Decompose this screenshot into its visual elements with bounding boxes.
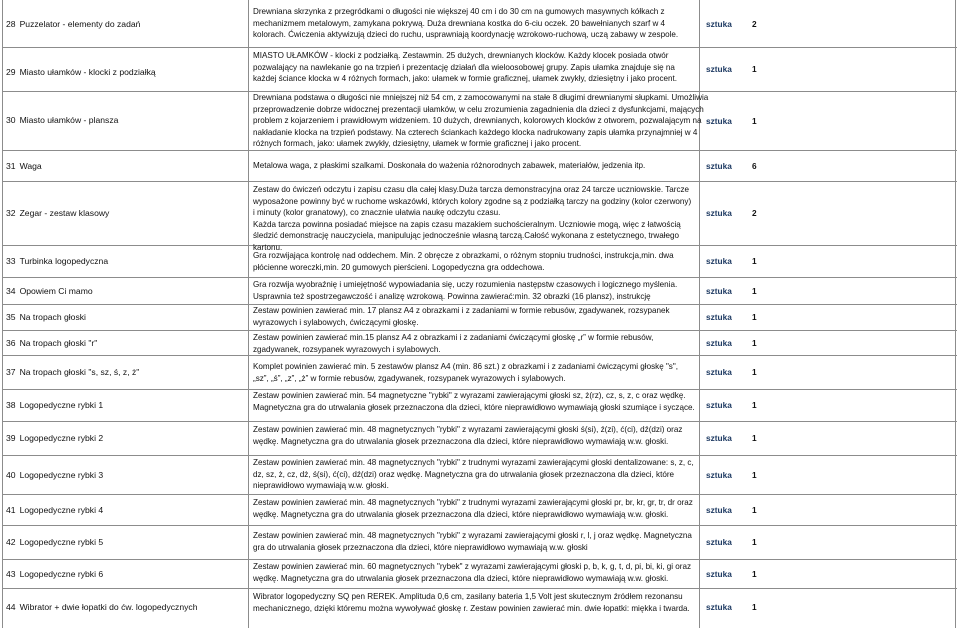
row-unit: sztuka xyxy=(706,602,732,612)
row-name: Logopedyczne rybki 3 xyxy=(19,469,104,480)
row-name-cell xyxy=(6,100,244,140)
row-quantity: 1 xyxy=(752,285,757,296)
row-name: Turbinka logopedyczna xyxy=(19,256,109,266)
row-unit: sztuka xyxy=(706,504,732,515)
row-number: 37 xyxy=(6,367,16,377)
row-number: 33 xyxy=(6,256,16,266)
row-unit: sztuka xyxy=(706,64,732,74)
row-quantity: 1 xyxy=(752,337,757,348)
row-unit: sztuka xyxy=(706,285,732,296)
row-description: Wibrator logopedyczny SQ pen REREK. Amplituda 0,6 cm, zasilany bateria 1,5 Volt jest skutecznym źródłem rezonansu mechanicznego, dzięki któremu można wywoływać głoskę r. Zestaw powinien zawierać min. dwie łopatki: miękka i twarda. xyxy=(253,592,690,613)
row-quantity: 2 xyxy=(752,208,757,218)
row-name-cell xyxy=(6,559,244,588)
row-unit: sztuka xyxy=(706,367,732,377)
row-unit: sztuka xyxy=(706,312,732,322)
row-number: 41 xyxy=(6,504,16,515)
row-quantity: 1 xyxy=(752,602,757,612)
row-name: Waga xyxy=(19,160,42,171)
row-name-cell xyxy=(6,304,244,330)
row-name: Zegar - zestaw klasowy xyxy=(19,208,110,218)
row-name-cell xyxy=(6,150,244,181)
row-unit: sztuka xyxy=(706,469,732,480)
row-name: Logopedyczne rybki 1 xyxy=(19,400,104,410)
row-name-cell xyxy=(6,592,244,622)
row-name-cell xyxy=(6,50,244,93)
row-description: Zestaw powinien zawierać min. 48 magnetycznych "rybki" z trudnymi wyrazami zawierającymi głoski pr, br, kr, gr, tr, dr oraz wędkę. Magnetyczna gra do utrwalania głosek przeznaczona dla dzieci, które nieprawidłowo wymawiają w.w. głoski. xyxy=(253,498,693,519)
row-unit: sztuka xyxy=(706,160,732,171)
row-description: Zestaw powinien zawierać min. 54 magnetyczne "rybki" z wyrazami zawierającymi głoski sz, ż(rz), cz, s, z, c oraz wędkę. Magnetyczna gra do utrwalania głosek przeznaczona dla dzieci, które nieprawidłowo wymawiają głoski szumiące i syczące. xyxy=(253,391,695,412)
row-name-cell xyxy=(6,421,244,455)
row-number: 40 xyxy=(6,469,16,480)
row-name: Logopedyczne rybki 6 xyxy=(19,568,104,579)
row-name-cell xyxy=(6,494,244,525)
row-number: 30 xyxy=(6,115,16,125)
row-description: Zestaw powinien zawierać min. 48 magnetycznych "rybki" z wyrazami zawierającymi głoski r, l, j oraz wędkę. Magnetyczna gra do utrwalania głosek przeznaczona dla dzieci, które nieprawidłowo wymawiają w.w. głoski xyxy=(253,531,692,552)
row-name: Logopedyczne rybki 2 xyxy=(19,433,104,443)
row-name-cell xyxy=(6,245,244,277)
row-description: Zestaw powinien zawierać min. 48 magnetycznych "rybki" z wyrazami zawierającymi głoski ś(si), ź(zi), ć(ci), dź(dzi) oraz wędkę. Magnetyczna gra do utrwalania głosek przeznaczona dla dzieci, które nieprawidłowo wymawiają w.w. głoski. xyxy=(253,425,683,446)
row-description: MIASTO UŁAMKÓW - klocki z podziałką. Zestawmin. 25 dużych, drewnianych klocków. Każdy klocek posiada otwór pozwalający na nawlekanie go na trzpień i prezentację działań dla wieloosobowej grupy. Zapis ułamka znajduje się na każdej ściance klocka w 4 różnych formach, jako: ułamek w formie graficznej, ułamek zwykły, dziesiętny i jako procent. xyxy=(253,51,678,84)
row-name-cell xyxy=(6,355,244,389)
row-name-cell xyxy=(6,389,244,421)
row-name-cell xyxy=(6,330,244,355)
row-description: Gra rozwijająca kontrolę nad oddechem. Min. 2 obręcze z obrazkami, o różnym stopniu trudności, instrukcja,min. dwa płócienne woreczki,min. 20 gumowych pierścieni. Logopedyczna gra oddechowa. xyxy=(253,251,674,272)
row-quantity: 1 xyxy=(752,64,757,74)
row-quantity: 1 xyxy=(752,367,757,377)
row-number: 28 xyxy=(6,18,16,29)
row-unit: sztuka xyxy=(706,537,732,547)
row-name-cell xyxy=(6,277,244,304)
row-unit: sztuka xyxy=(706,337,732,348)
row-unit: sztuka xyxy=(706,208,732,218)
row-name: Logopedyczne rybki 5 xyxy=(19,537,104,547)
row-description: Gra rozwija wyobraźnię i umiejętność wypowiadania się, uczy rozumienia następstw czasowych i logicznego myślenia. Usprawnia też spostrzegawczość i analizę wzrokową. Powinna zawierać:min. 32 obrazki (16 plansz), instrukcję xyxy=(253,280,678,301)
row-unit: sztuka xyxy=(706,433,732,443)
row-number: 32 xyxy=(6,208,16,218)
row-unit: sztuka xyxy=(706,400,732,410)
row-description: Metalowa waga, z płaskimi szalkami. Doskonała do ważenia różnorodnych zabawek, materiałów, jedzenia itp. xyxy=(253,161,646,170)
row-name: Na tropach głoski "s, sz, ś, z, ż" xyxy=(19,367,140,377)
row-unit: sztuka xyxy=(706,256,732,266)
row-unit: sztuka xyxy=(706,115,732,126)
row-name-cell xyxy=(6,181,244,245)
row-quantity: 6 xyxy=(752,160,757,171)
row-unit: sztuka xyxy=(706,568,732,579)
row-description: Zestaw powinien zawierać min.15 plansz A4 z obrazkami i z zadaniami ćwiczącymi głoskę „r” w formie rebusów, zgadywanek, rozsypanek wyrazowych i sylabowych. xyxy=(253,333,654,354)
row-description: Zestaw do ćwiczeń odczytu i zapisu czasu dla całej klasy.Duża tarcza demonstracyjna oraz 24 tarcze uczniowskie. Tarcze wyposażone powinny być w ruchome wskazówki, których kolory zgodne są z podziałką tarczy na godziny (kolor czerwony) i minuty (kolor granatowy), co znacznie ułatwia naukę odczytu czasu. Każda tarcza powinna posiadać miejsce na zapis czasu mazakiem suchościeralnym. Uczniowie mogą, więc z łatwością śledzić demonstrację nauczyciela, manipulując jednocześnie własną tarczą.Całość wykonana z estetycznego, trwałego kartonu. xyxy=(253,185,692,252)
row-name: Miasto ułamków - klocki z podziałką xyxy=(19,66,156,77)
row-quantity: 1 xyxy=(752,433,757,443)
row-number: 35 xyxy=(6,312,16,322)
row-name: Na tropach głoski xyxy=(19,312,86,322)
row-name-cell xyxy=(6,455,244,494)
row-name: Puzzelator - elementy do zadań xyxy=(19,18,141,29)
row-description: Drewniana podstawa o długości nie mniejszej niż 54 cm, z zamocowanymi na stałe 8 długimi drewnianymi słupkami. Umożliwia przeprowadzenie dobrze widocznej prezentacji ułamków, w celu zrozumienia zagadnienia dla dzieci z dysfunkcjami, mających problem z kojarzeniem i prawidłowym widzeniem. 10 dużych, drewnianych, kolorowych klocków z otworem, pozwalającym na nakładanie klocka na trzpień podstawy. Na czterech ściankach każdego klocka nadrukowany zapis ułamka przynajmniej w 4 różnych formach, jako: ułamek zwykły, dziesiętny, ułamek w formie graficznej i jako procent. xyxy=(253,93,709,149)
row-number: 34 xyxy=(6,285,16,296)
row-number: 39 xyxy=(6,433,16,443)
row-quantity: 1 xyxy=(752,256,757,266)
row-number: 36 xyxy=(6,337,16,348)
row-quantity: 1 xyxy=(752,504,757,515)
row-quantity: 1 xyxy=(752,312,757,322)
row-description: Drewniana skrzynka z przegródkami o długości nie większej 40 cm i do 30 cm na gumowych masywnych kółkach z mechanizmem metalowym, zamykana pokrywą. Duża drewniana kostka do 6-ciu oczek. 20 bawełnianych szarf w 4 kolorach. Ćwiczenia aktywizują dzieci do ruchu, usprawniają koordynację wzrokowo-ruchową, uczą zabawy w zespole. xyxy=(253,7,679,40)
row-quantity: 1 xyxy=(752,537,757,547)
row-description: Zestaw powinien zawierać min. 48 magnetycznych "rybki" z trudnymi wyrazami zawierającymi głoski dentalizowane: s, z, c, dz, sz, ż, cz, dż, ś(si), ć(ci), dź(dzi) oraz wędkę. Magnetyczna gra do utrwalania głosek przeznaczona dla dzieci, które nieprawidłowo wymawiają w.w. głoski. xyxy=(253,458,694,491)
row-number: 44 xyxy=(6,602,16,612)
row-name-cell xyxy=(6,525,244,559)
row-number: 29 xyxy=(6,66,16,77)
row-unit: sztuka xyxy=(706,18,732,29)
row-quantity: 1 xyxy=(752,115,757,126)
row-number: 31 xyxy=(6,160,16,171)
row-number: 43 xyxy=(6,568,16,579)
row-name: Opowiem Ci mamo xyxy=(19,285,93,296)
row-quantity: 2 xyxy=(752,18,757,29)
row-quantity: 1 xyxy=(752,469,757,480)
row-number: 38 xyxy=(6,400,16,410)
row-name: Miasto ułamków - plansza xyxy=(19,115,119,125)
row-description: Komplet powinien zawierać min. 5 zestawów plansz A4 (min. 86 szt.) z obrazkami i z zadaniami ćwiczącymi głoskę "s", „sz”, „ś”, „z”, „ż” w formie rebusów, zgadywanek, rozsypanek wyrazowych i sylabowych. xyxy=(253,362,678,383)
row-description: Zestaw powinien zawierać min. 17 plansz A4 z obrazkami i z zadaniami w formie rebusów, zgadywanek, rozsypanek wyrazowych i sylabowych, ćwiczącymi głoskę. xyxy=(253,306,670,327)
row-name: Logopedyczne rybki 4 xyxy=(19,504,104,515)
row-number: 42 xyxy=(6,537,16,547)
row-name-cell xyxy=(6,0,244,47)
row-quantity: 1 xyxy=(752,400,757,410)
row-description: Zestaw powinien zawierać min. 60 magnetycznych "rybek" z wyrazami zawierającymi głoski p, b, k, g, t, d, pi, bi, ki, gi oraz wędkę. Magnetyczna gra do utrwalania głosek przeznaczona dla dzieci, które nieprawidłowo wymawiają w.w. głoski. xyxy=(253,562,692,583)
row-name: Wibrator + dwie łopatki do ćw. logopedycznych xyxy=(19,602,198,612)
row-name: Na tropach głoski "r" xyxy=(19,337,98,348)
row-quantity: 1 xyxy=(752,568,757,579)
